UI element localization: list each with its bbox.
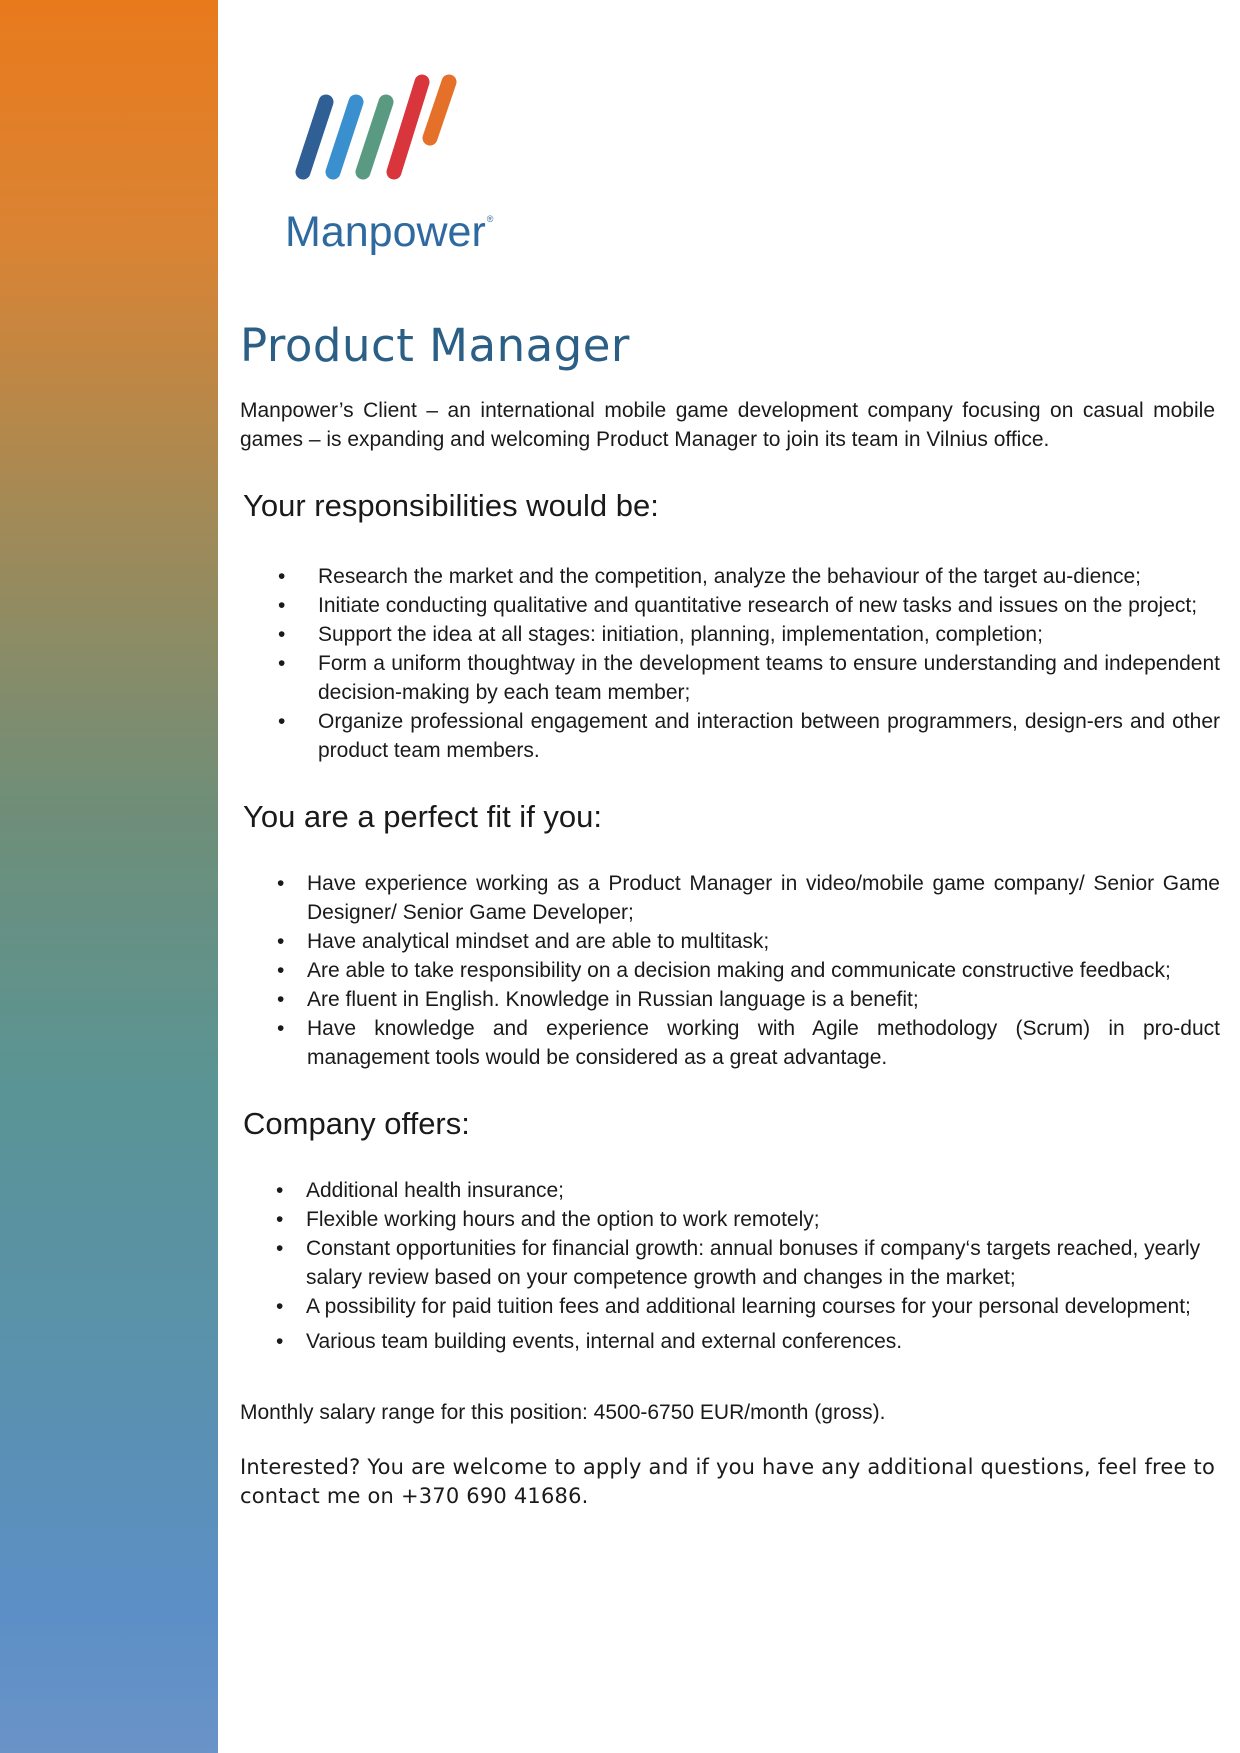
list-item — [277, 927, 1220, 956]
list-item — [278, 562, 1220, 591]
list-item — [276, 1205, 1206, 1234]
list-item-text: Form a uniform thoughtway in the development teams to ensure understanding and independent decision-making by each team member; — [318, 652, 1220, 704]
bullet-icon: • — [277, 930, 285, 953]
responsibilities-section — [240, 488, 1220, 765]
brand-wordmark — [285, 208, 493, 257]
list-item — [278, 649, 1220, 707]
salary-text: Monthly salary range for this position: 4500-6750 EUR/month (gross). — [240, 1401, 886, 1424]
bullet-icon: • — [276, 1237, 284, 1260]
bullet-icon: • — [278, 565, 286, 588]
list-item-text: Are able to take responsibility on a decision making and communicate constructive feedback; — [307, 959, 1171, 982]
list-item-text: Various team building events, internal and external conferences. — [306, 1330, 903, 1353]
bullet-icon: • — [277, 988, 285, 1011]
list-item — [276, 1234, 1206, 1292]
list-item-text: Research the market and the competition, analyze the behaviour of the target au-dience; — [318, 565, 1141, 588]
bullet-icon: • — [277, 1017, 285, 1040]
brand-name-text: Manpower — [285, 208, 486, 256]
bullet-icon: • — [276, 1295, 284, 1318]
offers-section — [240, 1106, 1220, 1356]
list-item-text: Support the idea at all stages: initiation, planning, implementation, completion; — [318, 623, 1043, 646]
job-title: Product Manager — [240, 319, 630, 372]
list-item — [276, 1176, 1206, 1205]
contact-text: Interested? You are welcome to apply and if you have any additional questions, feel free to contact me on +370 690 41686. — [240, 1455, 1216, 1508]
list-item — [278, 707, 1220, 765]
list-item-text: Additional health insurance; — [306, 1179, 565, 1202]
list-item-text: Have experience working as a Product Manager in video/mobile game company/ Senior Game Designer/ Senior Game Developer; — [307, 872, 1220, 924]
list-item — [276, 1292, 1206, 1321]
list-item — [278, 620, 1220, 649]
offers-list — [240, 1176, 1206, 1356]
responsibilities-heading: Your responsibilities would be: — [243, 488, 659, 523]
list-item — [277, 956, 1220, 985]
intro-paragraph: Manpower’s Client – an international mobile game development company focusing on casual mobile games – is expanding and welcoming Product Manager to join its team in Vilnius office. — [240, 399, 1215, 451]
list-item — [277, 1014, 1220, 1072]
list-item-text: A possibility for paid tuition fees and additional learning courses for your personal development; — [306, 1295, 1191, 1318]
list-item — [277, 869, 1220, 927]
list-item-text: Have analytical mindset and are able to multitask; — [307, 930, 770, 953]
list-item-text: Have knowledge and experience working with Agile methodology (Scrum) in pro-duct management tools would be considered as a great advantage. — [307, 1017, 1220, 1069]
fit-list — [240, 869, 1220, 1072]
list-item-text: Are fluent in English. Knowledge in Russian language is a benefit; — [307, 988, 919, 1011]
bullet-icon: • — [278, 623, 286, 646]
fit-heading: You are a perfect fit if you: — [243, 799, 603, 834]
bullet-icon: • — [277, 872, 285, 895]
registered-mark: ® — [486, 214, 494, 224]
responsibilities-list — [240, 562, 1220, 765]
bullet-icon: • — [277, 959, 285, 982]
bullet-icon: • — [276, 1330, 284, 1353]
list-item-text: Constant opportunities for financial growth: annual bonuses if company‘s targets reached, yearly salary review based on your competence growth and changes in the market; — [306, 1237, 1201, 1289]
offers-heading: Company offers: — [243, 1106, 470, 1141]
manpower-stripes-icon — [282, 74, 522, 184]
list-item-text: Flexible working hours and the option to work remotely; — [306, 1208, 820, 1231]
list-item — [276, 1327, 1206, 1356]
list-item-text: Initiate conducting qualitative and quantitative research of new tasks and issues on the project; — [318, 594, 1198, 617]
bullet-icon: • — [278, 594, 286, 617]
list-item-text: Organize professional engagement and interaction between programmers, design-ers and other product team members. — [318, 710, 1220, 762]
list-item — [278, 591, 1220, 620]
job-posting — [240, 318, 1220, 1511]
bullet-icon: • — [276, 1179, 284, 1202]
list-item — [277, 985, 1220, 1014]
bullet-icon: • — [278, 652, 286, 675]
bullet-icon: • — [278, 710, 286, 733]
bullet-icon: • — [276, 1208, 284, 1231]
side-gradient-band — [0, 0, 218, 1753]
fit-section — [240, 799, 1220, 1072]
